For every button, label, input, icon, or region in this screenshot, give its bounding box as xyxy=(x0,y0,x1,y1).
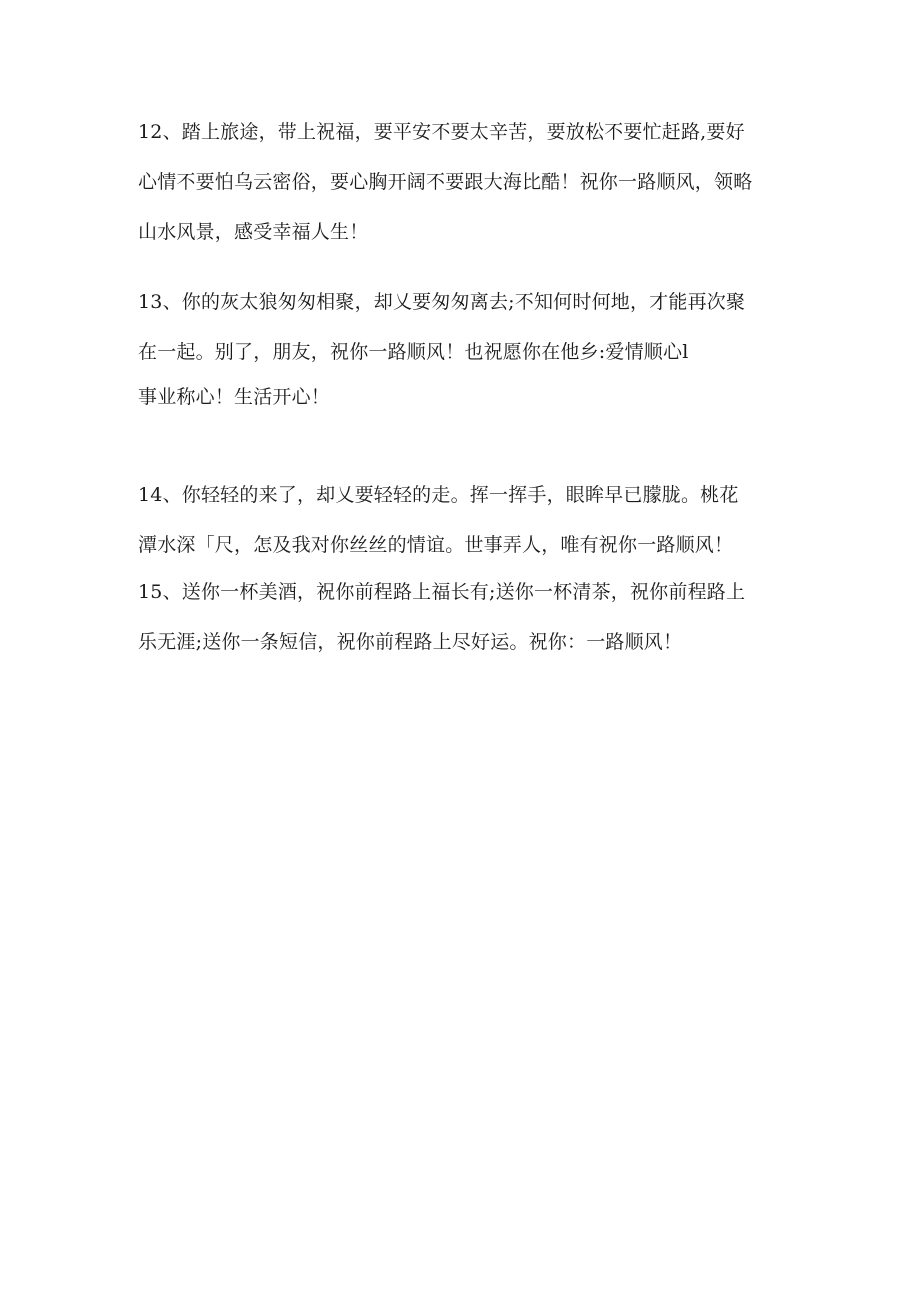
paragraph-13-line-1: 13、你的灰太狼匆匆相聚，却乂要匆匆离去;不知何时何地，才能再次聚 xyxy=(138,291,746,313)
paragraph-13-line-2: 在一起。别了，朋友，祝你一路顺风！也祝愿你在他乡:爱情顺心l xyxy=(138,341,689,363)
paragraph-15-line-2: 乐无涯;送你一条短信，祝你前程路上尽好运。祝你：一路顺风！ xyxy=(138,631,683,653)
paragraph-12-line-2: 心情不要怕乌云密俗，要心胸开阔不要跟大海比酷！祝你一路顺风，领略 xyxy=(138,171,753,193)
paragraph-14-line-1: 14、你轻轻的来了，却乂要轻轻的走。挥一挥手，眼眸早已朦胧。桃花 xyxy=(138,484,739,506)
paragraph-14-line-2: 潭水深「尺，怎及我对你丝丝的情谊。世事弄人，唯有祝你一路顺风！ xyxy=(138,534,734,556)
paragraph-12-line-3: 山水风景，感受幸福人生！ xyxy=(138,221,369,243)
paragraph-13-line-3: 事业称心！生活开心！ xyxy=(138,386,331,408)
paragraph-12-line-1: 12、踏上旅途，带上祝福，要平安不要太辛苦，要放松不要忙赶路,要好 xyxy=(138,121,745,143)
paragraph-15-line-1: 15、送你一杯美酒，祝你前程路上福长有;送你一杯清茶，祝你前程路上 xyxy=(138,581,746,603)
